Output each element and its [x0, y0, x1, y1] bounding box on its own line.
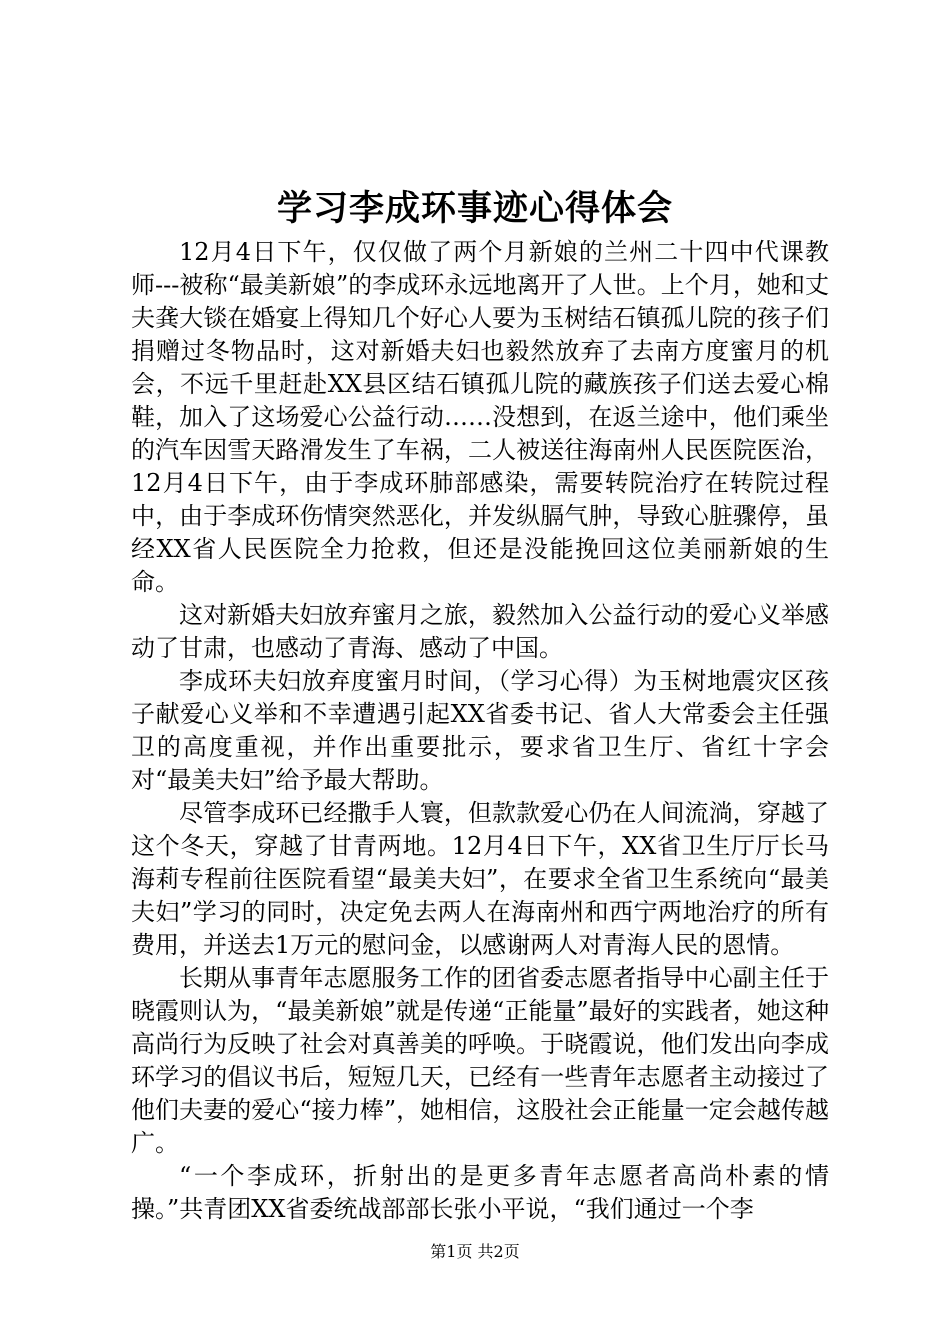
paragraph: 12月4日下午，仅仅做了两个月新娘的兰州二十四中代课教师---被称“最美新娘”的李成环永远地离开了人世。上个月，她和丈夫龚大锬在婚宴上得知几个好心人要为玉树结石镇孤儿院的孩子们捐赠过冬物品时，这对新婚夫妇也毅然放弃了去南方度蜜月的机会，不远千里赶赴XX县区结石镇孤儿院的藏族孩子们送去爱心棉鞋，加入了这场爱心公益行动……没想到，在返兰途中，他们乘坐的汽车因雪天路滑发生了车祸，二人被送往海南州人民医院医治，12月4日下午，由于李成环肺部感染，需要转院治疗在转院过程中，由于李成环伤情突然恶化，并发纵膈气肿，导致心脏骤停，虽经XX省人民医院全力抢救，但还是没能挽回这位美丽新娘的生命。 — [131, 238, 829, 596]
document-title: 学习李成环事迹心得体会 — [276, 188, 673, 229]
paragraph: 长期从事青年志愿服务工作的团省委志愿者指导中心副主任于晓霞则认为，“最美新娘”就是传递“正能量”最好的实践者，她这种高尚行为反映了社会对真善美的呼唤。于晓霞说，他们发出向李成环学习的倡议书后，短短几天，已经有一些青年志愿者主动接过了他们夫妻的爱心“接力棒”，她相信，这股社会正能量一定会越传越广。 — [131, 964, 829, 1157]
paragraph: “一个李成环，折射出的是更多青年志愿者高尚朴素的情操。”共青团XX省委统战部部长张小平说，“我们通过一个李 — [131, 1162, 829, 1223]
paragraph: 尽管李成环已经撒手人寰，但款款爱心仍在人间流淌，穿越了这个冬天，穿越了甘青两地。12月4日下午，XX省卫生厅厅长马海莉专程前往医院看望“最美夫妇”，在要求全省卫生系统向“最美夫妇”学习的同时，决定免去两人在海南州和西宁两地治疗的所有费用，并送去1万元的慰问金，以感谢两人对青海人民的恩情。 — [131, 799, 829, 959]
paragraph: 李成环夫妇放弃度蜜月时间，（学习心得）为玉树地震灾区孩子献爱心义举和不幸遭遇引起XX省委书记、省人大常委会主任强卫的高度重视，并作出重要批示，要求省卫生厅、省红十字会对“最美夫妇”给予最大帮助。 — [131, 667, 829, 794]
document-body — [131, 236, 829, 1226]
paragraph: 这对新婚夫妇放弃蜜月之旅，毅然加入公益行动的爱心义举感动了甘肃，也感动了青海、感动了中国。 — [131, 601, 829, 662]
page-footer: 第1页 共2页 — [430, 1242, 520, 1261]
